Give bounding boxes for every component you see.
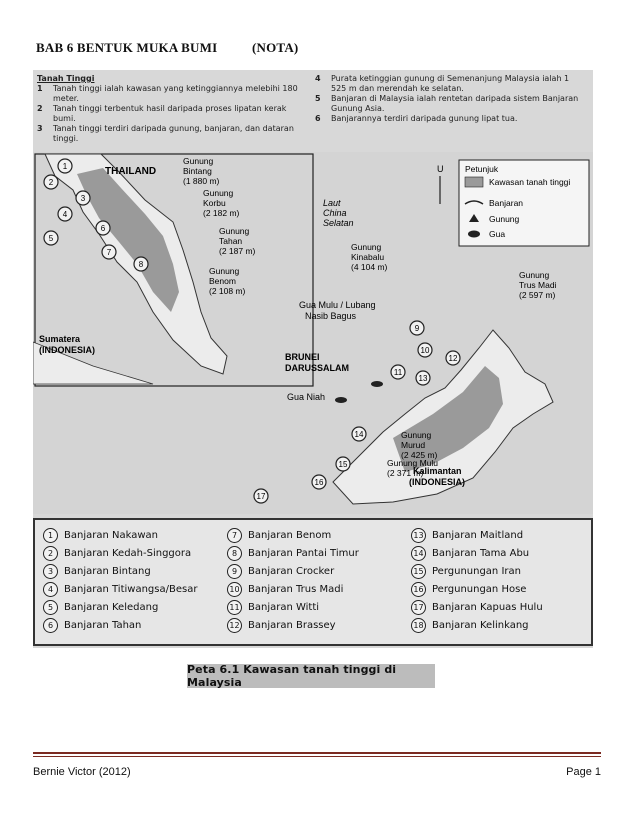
note-item: [37, 104, 305, 124]
range-legend-item: [411, 526, 591, 544]
label-gua-mulu-2: Nasib Bagus: [305, 311, 357, 321]
label-brunei-2: DARUSSALAM: [285, 363, 349, 373]
notes-right-column: [315, 74, 583, 124]
note-item: [315, 94, 583, 114]
footer-author: Bernie Victor (2012): [33, 766, 131, 778]
peak-name: Gunung: [519, 270, 550, 280]
range-legend-item: [43, 526, 223, 544]
cave-marker-niah: [335, 397, 347, 403]
peak-height: (2 425 m): [401, 450, 438, 460]
chapter-tag: (NOTA): [252, 40, 299, 55]
range-legend-item: [227, 580, 407, 598]
map-svg: [33, 152, 593, 514]
note-text: Banjarannya terdiri daripada gunung lipat tua.: [331, 114, 518, 123]
range-number-badge: 7: [227, 528, 242, 543]
range-number-badge: 14: [411, 546, 426, 561]
peak-sub: Tahan: [219, 236, 243, 246]
range-number-badge: 11: [227, 600, 242, 615]
peak-name: Gunung: [209, 266, 240, 276]
notes-left-column: [37, 74, 305, 144]
label-sea-2: China: [323, 208, 347, 218]
range-legend-item: [43, 616, 223, 634]
note-item: [315, 74, 583, 94]
range-number-badge: 1: [43, 528, 58, 543]
range-name: Banjaran Kapuas Hulu: [432, 601, 543, 613]
range-number-badge: 18: [411, 618, 426, 633]
figure-caption: Peta 6.1 Kawasan tanah tinggi di Malaysia: [187, 664, 435, 688]
range-number-badge: 5: [43, 600, 58, 615]
notes-block: [33, 70, 593, 152]
footer-page-number: Page 1: [566, 766, 601, 778]
footer-rule-thick: [33, 752, 601, 754]
range-number-badge: 4: [43, 582, 58, 597]
range-name: Banjaran Trus Madi: [248, 583, 344, 595]
peak-height: (2 108 m): [209, 286, 246, 296]
label-sea-3: Selatan: [323, 218, 354, 228]
note-number: 6: [315, 114, 321, 123]
range-number-badge: 3: [43, 564, 58, 579]
peak-sub: Kinabalu: [351, 252, 385, 262]
range-name: Banjaran Nakawan: [64, 529, 158, 541]
peak-sub: Trus Madi: [519, 280, 557, 290]
legend-cave-label: Gua: [489, 229, 506, 239]
peak-name: Gunung Mulu: [387, 458, 439, 468]
label-thailand: THAILAND: [105, 166, 157, 177]
range-name: Banjaran Bintang: [64, 565, 151, 577]
range-name: Banjaran Tahan: [64, 619, 142, 631]
footer-rule-thin: [33, 756, 601, 757]
range-number-badge: 8: [227, 546, 242, 561]
range-legend-item: [411, 544, 591, 562]
legend-mountain-label: Gunung: [489, 214, 520, 224]
range-marker-number: 4: [62, 210, 68, 219]
range-name: Banjaran Keledang: [64, 601, 159, 613]
peak-sub: Benom: [209, 276, 236, 286]
range-name: Banjaran Kelinkang: [432, 619, 529, 631]
range-marker-number: 16: [314, 478, 324, 487]
range-legend-item: [411, 616, 591, 634]
range-name: Banjaran Tama Abu: [432, 547, 530, 559]
range-legend-col-1: [43, 526, 223, 634]
peak-height: (2 182 m): [203, 208, 240, 218]
range-legend-item: [43, 598, 223, 616]
range-name: Banjaran Benom: [248, 529, 332, 541]
chapter-title: BAB 6 BENTUK MUKA BUMI: [36, 40, 218, 55]
range-number-badge: 9: [227, 564, 242, 579]
map-legend-title: Petunjuk: [465, 164, 499, 174]
highland-swatch: [465, 177, 483, 187]
range-legend-item: [411, 562, 591, 580]
range-name: Banjaran Brassey: [248, 619, 336, 631]
range-marker-number: 5: [48, 234, 54, 243]
range-legend-item: [43, 544, 223, 562]
peak-height: (2 371 m): [387, 468, 424, 478]
note-text: Tanah tinggi terdiri daripada gunung, banjaran, dan dataran tinggi.: [53, 124, 294, 143]
label-gua-mulu: Gua Mulu / Lubang: [299, 300, 376, 310]
range-number-badge: 15: [411, 564, 426, 579]
range-number-badge: 13: [411, 528, 426, 543]
range-marker-number: 15: [338, 460, 348, 469]
range-name: Banjaran Maitland: [432, 529, 524, 541]
peak-height: (1 880 m): [183, 176, 220, 186]
range-marker-number: 2: [48, 178, 54, 187]
range-number-badge: 17: [411, 600, 426, 615]
range-number-badge: 2: [43, 546, 58, 561]
label-brunei: BRUNEI: [285, 352, 320, 362]
note-text: Tanah tinggi terbentuk hasil daripada proses lipatan kerak bumi.: [53, 104, 287, 123]
range-legend-item: [227, 616, 407, 634]
note-number: 5: [315, 94, 321, 103]
range-legend-item: [411, 598, 591, 616]
range-marker-number: 8: [138, 260, 144, 269]
peak-sub: Korbu: [203, 198, 226, 208]
label-gua-niah: Gua Niah: [287, 392, 326, 402]
range-legend-item: [227, 544, 407, 562]
note-number: 4: [315, 74, 321, 83]
range-marker-number: 10: [420, 346, 430, 355]
peak-sub: Bintang: [183, 166, 212, 176]
peak-sub: Murud: [401, 440, 426, 450]
range-marker-number: 13: [418, 374, 428, 383]
range-number-badge: 10: [227, 582, 242, 597]
label-sumatera-country: (INDONESIA): [39, 345, 95, 355]
range-name: Banjaran Kedah-Singgora: [64, 547, 192, 559]
notes-heading: Tanah Tinggi: [37, 74, 95, 83]
label-sumatera: Sumatera: [39, 334, 81, 344]
page-header: [36, 40, 299, 56]
range-legend-item: [43, 562, 223, 580]
range-name: Pergunungan Iran: [432, 565, 521, 577]
note-number: 3: [37, 124, 43, 133]
scanned-figure: [33, 70, 593, 648]
range-marker-number: 11: [393, 368, 403, 377]
peak-name: Gunung: [203, 188, 234, 198]
range-name: Banjaran Titiwangsa/Besar: [64, 583, 198, 595]
peak-name: Gunung: [219, 226, 250, 236]
range-legend-item: [227, 598, 407, 616]
note-text: Tanah tinggi ialah kawasan yang ketinggiannya melebihi 180 meter.: [53, 84, 298, 103]
label-kalimantan: Kalimantan: [413, 466, 462, 476]
label-kalimantan-country: (INDONESIA): [409, 477, 465, 487]
note-text: Purata ketinggian gunung di Semenanjung Malaysia ialah 1 525 m dan merendah ke selatan.: [331, 74, 570, 93]
peak-height: (2 597 m): [519, 290, 556, 300]
cave-marker-mulu: [371, 381, 383, 387]
range-name: Pergunungan Hose: [432, 583, 527, 595]
note-item: [37, 124, 305, 144]
label-sea-1: Laut: [323, 198, 341, 208]
range-number-badge: 12: [227, 618, 242, 633]
cave-symbol: [468, 231, 480, 238]
range-marker-number: 6: [100, 224, 106, 233]
range-marker-number: 14: [354, 430, 364, 439]
range-legend-col-2: [227, 526, 407, 634]
range-legend-item: [411, 580, 591, 598]
range-legend: [33, 518, 593, 646]
note-number: 2: [37, 104, 43, 113]
range-legend-item: [227, 562, 407, 580]
range-legend-col-3: [411, 526, 591, 634]
note-item: [315, 114, 583, 124]
note-item: [37, 84, 305, 104]
range-number-badge: 6: [43, 618, 58, 633]
note-number: 1: [37, 84, 43, 93]
note-text: Banjaran di Malaysia ialah rentetan daripada sistem Banjaran Gunung Asia.: [331, 94, 579, 113]
legend-range-label: Banjaran: [489, 198, 524, 208]
peak-height: (4 104 m): [351, 262, 388, 272]
range-name: Banjaran Crocker: [248, 565, 335, 577]
range-legend-item: [227, 526, 407, 544]
north-letter: U: [437, 164, 444, 174]
malaysia-highland-map: [33, 152, 593, 514]
peak-name: Gunung: [351, 242, 382, 252]
peak-height: (2 187 m): [219, 246, 256, 256]
range-name: Banjaran Witti: [248, 601, 320, 613]
range-marker-number: 17: [256, 492, 266, 501]
range-name: Banjaran Pantai Timur: [248, 547, 359, 559]
range-number-badge: 16: [411, 582, 426, 597]
legend-highland-label: Kawasan tanah tinggi: [489, 177, 571, 187]
range-marker-number: 1: [62, 162, 68, 171]
range-marker-number: 3: [80, 194, 86, 203]
peak-name: Gunung: [183, 156, 214, 166]
range-marker-number: 12: [448, 354, 458, 363]
range-legend-item: [43, 580, 223, 598]
range-marker-number: 7: [106, 248, 112, 257]
peak-name: Gunung: [401, 430, 432, 440]
range-marker-number: 9: [414, 324, 420, 333]
